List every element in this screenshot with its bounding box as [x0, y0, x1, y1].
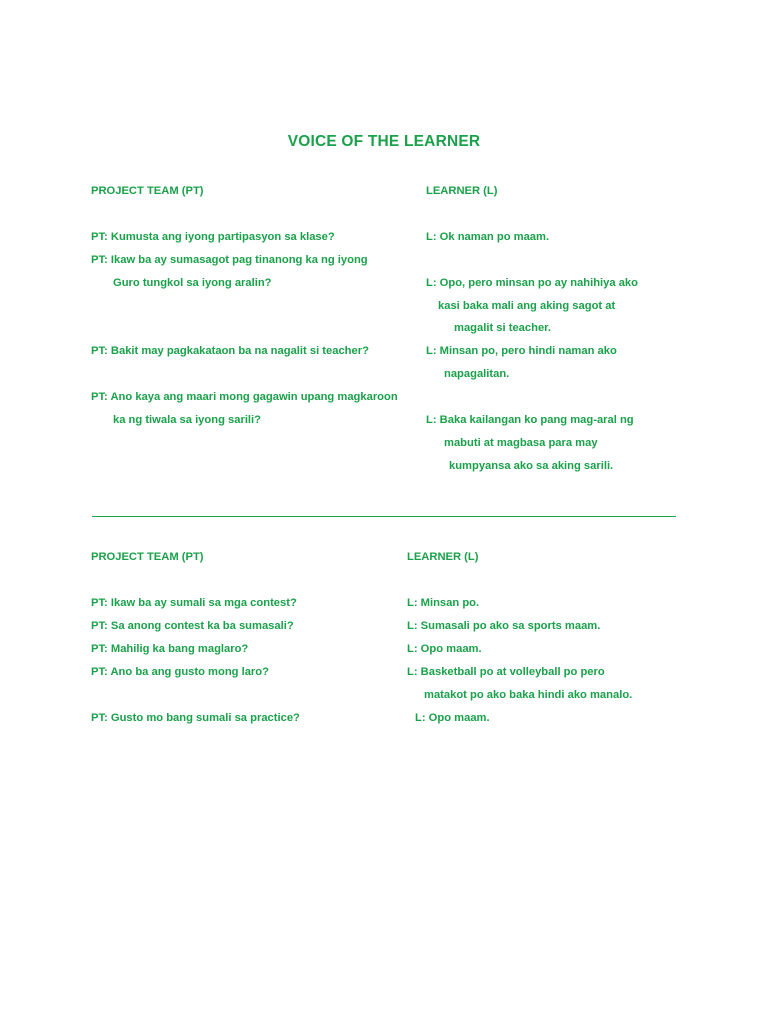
pt-question-cont: ka ng tiwala sa iyong sarili? [113, 414, 261, 426]
pt-question-cont: Guro tungkol sa iyong aralin? [113, 277, 272, 289]
pt-header: PROJECT TEAM (PT) [91, 551, 204, 563]
learner-answer: L: Opo maam. [415, 712, 490, 724]
pt-header: PROJECT TEAM (PT) [91, 185, 204, 197]
learner-answer-cont: matakot po ako baka hindi ako manalo. [424, 689, 633, 701]
pt-question: PT: Ikaw ba ay sumali sa mga contest? [91, 597, 297, 609]
learner-answer-cont: kasi baka mali ang aking sagot at [438, 300, 616, 312]
learner-answer: L: Minsan po. [407, 597, 480, 609]
learner-answer: L: Minsan po, pero hindi naman ako [426, 345, 617, 357]
pt-question: PT: Kumusta ang iyong partipasyon sa klase? [91, 231, 335, 243]
pt-question: PT: Ikaw ba ay sumasagot pag tinanong ka ng iyong [91, 254, 368, 266]
learner-answer: L: Basketball po at volleyball po pero [407, 666, 605, 678]
pt-question: PT: Sa anong contest ka ba sumasali? [91, 620, 294, 632]
learner-answer: L: Ok naman po maam. [426, 231, 550, 243]
learner-answer: L: Baka kailangan ko pang mag-aral ng [426, 414, 634, 426]
learner-header: LEARNER (L) [407, 551, 479, 563]
pt-question: PT: Mahilig ka bang maglaro? [91, 643, 249, 655]
learner-answer: L: Opo, pero minsan po ay nahihiya ako [426, 277, 638, 289]
pt-question: PT: Ano kaya ang maari mong gagawin upang magkaroon [91, 391, 398, 403]
pt-question: PT: Bakit may pagkakataon ba na nagalit si teacher? [91, 345, 369, 357]
learner-answer-cont: napagalitan. [444, 368, 510, 380]
page-title: VOICE OF THE LEARNER [287, 133, 481, 150]
learner-answer-cont: mabuti at magbasa para may [444, 437, 598, 449]
learner-answer: L: Opo maam. [407, 643, 482, 655]
pt-question: PT: Gusto mo bang sumali sa practice? [91, 712, 300, 724]
learner-answer: L: Sumasali po ako sa sports maam. [407, 620, 601, 632]
pt-question: PT: Ano ba ang gusto mong laro? [91, 666, 269, 678]
learner-answer-cont: kumpyansa ako sa aking sarili. [449, 460, 614, 472]
section-divider [92, 516, 676, 517]
learner-header: LEARNER (L) [426, 185, 498, 197]
learner-answer-cont: magalit si teacher. [454, 322, 552, 334]
